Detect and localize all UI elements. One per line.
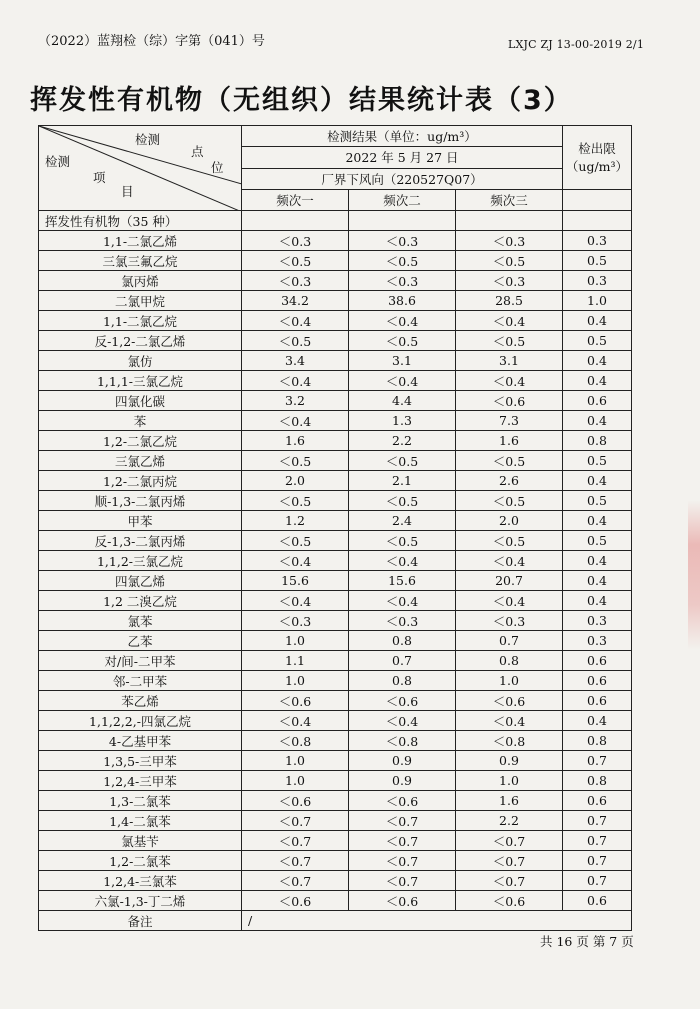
compound-name: 氯基苄	[39, 831, 242, 851]
result-freq-3: ＜0.5	[456, 331, 563, 351]
result-freq-1: 1.0	[242, 671, 349, 691]
detection-limit: 0.5	[563, 531, 632, 551]
detection-limit: 0.6	[563, 891, 632, 911]
result-freq-2: 2.4	[349, 511, 456, 531]
result-freq-2: ＜0.5	[349, 451, 456, 471]
table-row	[39, 791, 632, 811]
compound-name: 1,1-二氯乙烯	[39, 231, 242, 251]
table-row	[39, 671, 632, 691]
table-row	[39, 851, 632, 871]
result-freq-1: 34.2	[242, 291, 349, 311]
detection-limit: 0.7	[563, 871, 632, 891]
table-row	[39, 631, 632, 651]
result-freq-1: ＜0.5	[242, 251, 349, 271]
detection-limit: 0.4	[563, 471, 632, 491]
result-freq-3: ＜0.6	[456, 691, 563, 711]
compound-name: 4-乙基甲苯	[39, 731, 242, 751]
result-freq-3: ＜0.7	[456, 831, 563, 851]
result-freq-3: ＜0.7	[456, 871, 563, 891]
compound-name: 1,1-二氯乙烷	[39, 311, 242, 331]
result-freq-2: 0.8	[349, 631, 456, 651]
table-row	[39, 431, 632, 451]
result-freq-1: 3.4	[242, 351, 349, 371]
result-freq-3: 0.7	[456, 631, 563, 651]
detection-limit: 0.6	[563, 671, 632, 691]
result-freq-3: ＜0.3	[456, 271, 563, 291]
result-freq-3: ＜0.7	[456, 851, 563, 871]
detection-limit: 0.7	[563, 851, 632, 871]
category-label: 挥发性有机物（35 种）	[39, 211, 242, 231]
result-freq-3: 2.2	[456, 811, 563, 831]
result-freq-2: 0.8	[349, 671, 456, 691]
compound-name: 1,2-二氯乙烷	[39, 431, 242, 451]
result-freq-2: 0.9	[349, 751, 456, 771]
category-empty	[563, 211, 632, 231]
limit-header-line2: （ug/m³）	[565, 159, 629, 175]
limit-header-blank	[563, 189, 632, 210]
compound-name: 1,1,1-三氯乙烷	[39, 371, 242, 391]
result-freq-1: ＜0.7	[242, 831, 349, 851]
diag-label-col-header: 检测	[135, 132, 161, 147]
detection-limit: 0.5	[563, 451, 632, 471]
detection-limit: 0.6	[563, 691, 632, 711]
table-row	[39, 811, 632, 831]
diag-label-item: 项	[93, 170, 106, 185]
result-freq-2: 4.4	[349, 391, 456, 411]
result-freq-3: ＜0.4	[456, 551, 563, 571]
table-row	[39, 471, 632, 491]
detection-limit: 0.8	[563, 731, 632, 751]
result-freq-2: ＜0.4	[349, 371, 456, 391]
result-freq-3: ＜0.4	[456, 591, 563, 611]
detection-limit: 0.6	[563, 651, 632, 671]
table-row	[39, 571, 632, 591]
compound-name: 四氯化碳	[39, 391, 242, 411]
result-freq-1: ＜0.3	[242, 231, 349, 251]
compound-name: 对/间-二甲苯	[39, 651, 242, 671]
result-freq-1: 2.0	[242, 471, 349, 491]
compound-name: 六氯-1,3-丁二烯	[39, 891, 242, 911]
detection-limit: 0.4	[563, 511, 632, 531]
result-freq-1: ＜0.4	[242, 371, 349, 391]
result-freq-1: ＜0.4	[242, 551, 349, 571]
table-row	[39, 391, 632, 411]
result-freq-3: 7.3	[456, 411, 563, 431]
compound-name: 苯乙烯	[39, 691, 242, 711]
result-freq-2: ＜0.3	[349, 271, 456, 291]
result-freq-1: ＜0.5	[242, 451, 349, 471]
result-freq-1: ＜0.4	[242, 311, 349, 331]
detection-limit: 0.4	[563, 371, 632, 391]
result-freq-1: ＜0.7	[242, 811, 349, 831]
note-row	[39, 911, 632, 931]
table-row	[39, 291, 632, 311]
compound-name: 二氯甲烷	[39, 291, 242, 311]
red-stamp-edge	[688, 500, 700, 650]
result-freq-2: ＜0.4	[349, 311, 456, 331]
compound-name: 四氯乙烯	[39, 571, 242, 591]
diag-label-eye: 目	[121, 184, 134, 199]
compound-name: 氯苯	[39, 611, 242, 631]
freq-2-header: 频次二	[349, 189, 456, 210]
detection-limit: 0.3	[563, 631, 632, 651]
diag-label-row-header: 检测	[45, 154, 71, 169]
result-freq-2: ＜0.4	[349, 591, 456, 611]
table-row	[39, 451, 632, 471]
compound-name: 三氯三氟乙烷	[39, 251, 242, 271]
note-label: 备注	[39, 911, 242, 931]
compound-name: 氯仿	[39, 351, 242, 371]
document-number: （2022）蓝翔检（综）字第（041）号	[38, 34, 265, 49]
detection-limit: 0.5	[563, 331, 632, 351]
compound-name: 顺-1,3-二氯丙烯	[39, 491, 242, 511]
detection-limit: 0.5	[563, 491, 632, 511]
detection-limit: 0.3	[563, 271, 632, 291]
result-freq-3: ＜0.4	[456, 311, 563, 331]
result-freq-1: 1.1	[242, 651, 349, 671]
detection-limit: 0.5	[563, 251, 632, 271]
result-freq-3: ＜0.4	[456, 371, 563, 391]
table-row	[39, 771, 632, 791]
result-freq-2: 3.1	[349, 351, 456, 371]
location-header: 厂界下风向（220527Q07）	[242, 168, 563, 189]
result-freq-3: ＜0.3	[456, 611, 563, 631]
compound-name: 氯丙烯	[39, 271, 242, 291]
freq-1-header: 频次一	[242, 189, 349, 210]
detection-limit: 0.7	[563, 831, 632, 851]
result-freq-2: 2.2	[349, 431, 456, 451]
compound-name: 反-1,3-二氯丙烯	[39, 531, 242, 551]
compound-name: 甲苯	[39, 511, 242, 531]
result-freq-2: 0.9	[349, 771, 456, 791]
table-row	[39, 331, 632, 351]
result-freq-3: 1.0	[456, 671, 563, 691]
result-freq-3: 3.1	[456, 351, 563, 371]
detection-limit: 0.4	[563, 591, 632, 611]
detection-limit: 0.4	[563, 711, 632, 731]
limit-header	[563, 126, 632, 190]
result-freq-2: 38.6	[349, 291, 456, 311]
detection-limit: 0.3	[563, 611, 632, 631]
detection-limit: 0.8	[563, 771, 632, 791]
result-freq-2: 2.1	[349, 471, 456, 491]
result-freq-1: 1.0	[242, 751, 349, 771]
table-row	[39, 751, 632, 771]
result-freq-2: ＜0.3	[349, 611, 456, 631]
form-code: LXJC ZJ 13-00-2019 2/1	[508, 38, 645, 51]
result-freq-1: ＜0.5	[242, 331, 349, 351]
page-count: 共 16 页 第 7 页	[540, 934, 634, 949]
result-freq-1: ＜0.3	[242, 271, 349, 291]
result-freq-3: 0.8	[456, 651, 563, 671]
freq-3-header: 频次三	[456, 189, 563, 210]
detection-limit: 0.6	[563, 791, 632, 811]
result-freq-2: ＜0.6	[349, 891, 456, 911]
result-freq-1: 15.6	[242, 571, 349, 591]
result-freq-1: ＜0.4	[242, 591, 349, 611]
result-freq-2: ＜0.8	[349, 731, 456, 751]
result-freq-2: ＜0.6	[349, 791, 456, 811]
result-freq-3: ＜0.5	[456, 251, 563, 271]
result-freq-1: ＜0.4	[242, 711, 349, 731]
table-row	[39, 271, 632, 291]
detection-limit: 0.4	[563, 571, 632, 591]
result-freq-1: 3.2	[242, 391, 349, 411]
table-row	[39, 411, 632, 431]
diag-label-position: 位	[211, 160, 224, 175]
result-freq-3: 0.9	[456, 751, 563, 771]
table-row	[39, 611, 632, 631]
result-freq-3: ＜0.5	[456, 491, 563, 511]
table-row	[39, 731, 632, 751]
table-row	[39, 591, 632, 611]
results-table	[38, 125, 632, 931]
compound-name: 1,1,2,2,-四氯乙烷	[39, 711, 242, 731]
result-freq-2: ＜0.5	[349, 531, 456, 551]
category-empty	[242, 211, 349, 231]
result-freq-3: ＜0.4	[456, 711, 563, 731]
result-freq-1: ＜0.8	[242, 731, 349, 751]
result-freq-1: ＜0.4	[242, 411, 349, 431]
result-freq-1: ＜0.6	[242, 691, 349, 711]
result-freq-1: 1.0	[242, 631, 349, 651]
compound-name: 乙苯	[39, 631, 242, 651]
detection-limit: 0.3	[563, 231, 632, 251]
compound-name: 1,1,2-三氯乙烷	[39, 551, 242, 571]
table-row	[39, 871, 632, 891]
result-freq-2: ＜0.7	[349, 851, 456, 871]
result-freq-1: ＜0.6	[242, 891, 349, 911]
result-freq-3: ＜0.8	[456, 731, 563, 751]
result-freq-3: 2.6	[456, 471, 563, 491]
detection-limit: 0.6	[563, 391, 632, 411]
table-row	[39, 491, 632, 511]
result-freq-2: ＜0.5	[349, 251, 456, 271]
result-freq-1: ＜0.5	[242, 491, 349, 511]
compound-name: 1,2,4-三甲苯	[39, 771, 242, 791]
compound-name: 三氯乙烯	[39, 451, 242, 471]
result-freq-2: ＜0.3	[349, 231, 456, 251]
result-freq-1: ＜0.5	[242, 531, 349, 551]
detection-limit: 0.8	[563, 431, 632, 451]
result-freq-3: 2.0	[456, 511, 563, 531]
note-value: /	[242, 911, 632, 931]
result-freq-3: 20.7	[456, 571, 563, 591]
result-freq-3: ＜0.6	[456, 391, 563, 411]
header-row-1	[39, 126, 632, 147]
result-freq-1: ＜0.7	[242, 851, 349, 871]
results-table-body	[39, 126, 632, 931]
result-freq-2: ＜0.5	[349, 491, 456, 511]
compound-name: 苯	[39, 411, 242, 431]
result-freq-2: 1.3	[349, 411, 456, 431]
result-freq-3: ＜0.5	[456, 451, 563, 471]
detection-limit: 0.4	[563, 311, 632, 331]
detection-limit: 0.4	[563, 411, 632, 431]
category-row	[39, 211, 632, 231]
result-freq-1: ＜0.7	[242, 871, 349, 891]
table-row	[39, 831, 632, 851]
detection-limit: 0.4	[563, 551, 632, 571]
compound-name: 1,2,4-三氯苯	[39, 871, 242, 891]
table-row	[39, 551, 632, 571]
result-freq-1: ＜0.6	[242, 791, 349, 811]
table-row	[39, 231, 632, 251]
table-row	[39, 711, 632, 731]
result-freq-2: 15.6	[349, 571, 456, 591]
table-row	[39, 891, 632, 911]
result-freq-3: 28.5	[456, 291, 563, 311]
category-empty	[456, 211, 563, 231]
table-row	[39, 311, 632, 331]
result-freq-3: ＜0.3	[456, 231, 563, 251]
result-freq-2: ＜0.5	[349, 331, 456, 351]
result-freq-2: ＜0.4	[349, 711, 456, 731]
table-row	[39, 351, 632, 371]
result-freq-1: 1.6	[242, 431, 349, 451]
compound-name: 1,4-二氯苯	[39, 811, 242, 831]
compound-name: 1,2-二氯丙烷	[39, 471, 242, 491]
table-row	[39, 511, 632, 531]
detection-limit: 0.7	[563, 811, 632, 831]
detection-limit: 0.7	[563, 751, 632, 771]
result-freq-1: 1.2	[242, 511, 349, 531]
page-title: 挥发性有机物（无组织）结果统计表（3）	[30, 85, 573, 116]
result-freq-3: 1.6	[456, 431, 563, 451]
compound-name: 1,2-二氯苯	[39, 851, 242, 871]
result-freq-2: ＜0.6	[349, 691, 456, 711]
compound-name: 1,2 二溴乙烷	[39, 591, 242, 611]
limit-header-line1: 检出限	[578, 141, 616, 157]
compound-name: 邻-二甲苯	[39, 671, 242, 691]
result-freq-2: ＜0.7	[349, 811, 456, 831]
diagonal-header-cell	[39, 126, 242, 211]
result-freq-2: ＜0.7	[349, 871, 456, 891]
result-unit-header: 检测结果（单位：ug/m³）	[242, 126, 563, 147]
result-freq-2: ＜0.7	[349, 831, 456, 851]
compound-name: 反-1,2-二氯乙烯	[39, 331, 242, 351]
result-freq-3: 1.6	[456, 791, 563, 811]
result-freq-3: ＜0.6	[456, 891, 563, 911]
result-freq-1: ＜0.3	[242, 611, 349, 631]
compound-name: 1,3-二氯苯	[39, 791, 242, 811]
diag-label-point: 点	[191, 144, 204, 159]
result-freq-1: 1.0	[242, 771, 349, 791]
result-freq-2: ＜0.4	[349, 551, 456, 571]
date-header: 2022 年 5 月 27 日	[242, 147, 563, 168]
result-freq-3: ＜0.5	[456, 531, 563, 551]
detection-limit: 1.0	[563, 291, 632, 311]
table-row	[39, 531, 632, 551]
table-row	[39, 651, 632, 671]
detection-limit: 0.4	[563, 351, 632, 371]
result-freq-2: 0.7	[349, 651, 456, 671]
category-empty	[349, 211, 456, 231]
table-row	[39, 251, 632, 271]
compound-name: 1,3,5-三甲苯	[39, 751, 242, 771]
result-freq-3: 1.0	[456, 771, 563, 791]
table-row	[39, 691, 632, 711]
table-row	[39, 371, 632, 391]
